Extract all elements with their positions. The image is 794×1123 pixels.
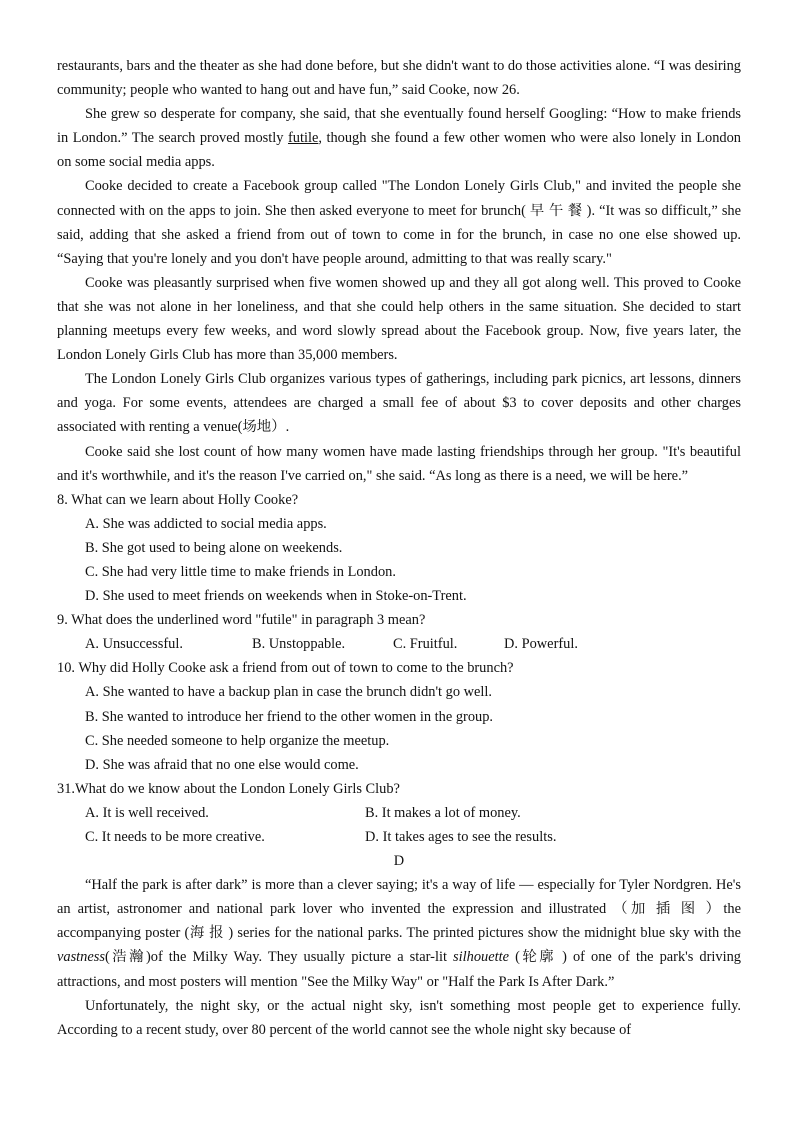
- question-stem: 9. What does the underlined word "futile" in paragraph 3 mean?: [57, 612, 426, 629]
- passage-c-paragraph: Cooke was pleasantly surprised when five women showed up and they all got along well. This proved to Cooke that she was not alone in her loneliness, and that she could help others in the same situation. She decided to start planning meetups every few weeks, and word slowly spread about the Facebook group. Now, five years later, the London Lonely Girls Club has more than 35,000 members.: [57, 274, 741, 364]
- question-stem: 8. What can we learn about Holly Cooke?: [57, 491, 299, 508]
- answer-option: A. Unsuccessful.: [85, 636, 183, 653]
- options-row: [85, 825, 741, 849]
- text-run: (浩瀚)of the Milky Way. They usually picture a star-lit: [104, 949, 454, 966]
- text-run: She grew so desperate for company, she said, that she eventually found herself Googling: “How to make friends in London.” The search proved mostly: [57, 106, 741, 147]
- passage-c-paragraph: Cooke decided to create a Facebook group called "The London Lonely Girls Club," and invited the people she connected with on the apps to join. She then asked everyone to meet for brunch( 早 午 餐 ). “It was so difficult,” she said, adding that she asked a friend from out of town to come in for the brunch, in case no one else showed up. “Saying that you're lonely and you don't have people around, admitting to that was really scary.": [57, 178, 741, 267]
- options-row: [85, 632, 741, 656]
- italic-word: vastness: [57, 949, 105, 966]
- answer-option: B. She got used to being alone on weekends.: [85, 539, 343, 556]
- answer-option: B. It makes a lot of money.: [365, 804, 521, 821]
- text-run: , though she found a few other women who were also lonely in London on some social media apps.: [57, 130, 741, 171]
- question-stem: 31.What do we know about the London Lonely Girls Club?: [57, 780, 400, 797]
- answer-option: D. Powerful.: [504, 636, 578, 653]
- passage-c-paragraph: restaurants, bars and the theater as she had done before, but she didn't want to do those activities alone. “I was desiring community; people who wanted to hang out and have fun,” said Cooke, now 26.: [57, 58, 741, 99]
- answer-option: C. Fruitful.: [393, 636, 458, 653]
- answer-option: A. It is well received.: [85, 804, 209, 821]
- underlined-word: futile: [287, 130, 319, 147]
- answer-option: B. She wanted to introduce her friend to the other women in the group.: [85, 708, 494, 725]
- exam-page: [57, 54, 741, 1042]
- question-stem: 10. Why did Holly Cooke ask a friend from out of town to come to the brunch?: [57, 660, 514, 677]
- answer-option: A. She was addicted to social media apps.: [85, 515, 327, 532]
- text-run: “Half the park is after dark” is more than a clever saying; it's a way of life — especially for Tyler Nordgren. He's an artist, astronomer and national park lover who invented the expression and illustrated （加 插 图 ）the accompanying poster (海 报 ) series for the national parks. The printed pictures show the midnight blue sky with the: [57, 877, 741, 942]
- answer-option: A. She wanted to have a backup plan in case the brunch didn't go well.: [85, 684, 493, 701]
- answer-option: D. It takes ages to see the results.: [365, 829, 557, 845]
- passage-d-paragraph: [57, 873, 741, 993]
- passage-c-paragraph: [57, 102, 741, 174]
- answer-option: C. It needs to be more creative.: [85, 829, 265, 845]
- passage-c-paragraph: The London Lonely Girls Club organizes various types of gatherings, including park picnics, art lessons, dinners and yoga. For some events, attendees are charged a small fee of about $3 to cover deposits and other charges associated with renting a venue(场地）.: [57, 371, 741, 436]
- italic-word: silhouette: [453, 949, 509, 966]
- options-row: [85, 801, 741, 825]
- answer-option: D. She was afraid that no one else would come.: [85, 756, 359, 773]
- passage-c-paragraph: Cooke said she lost count of how many women have made lasting friendships through her group. "It's beautiful and it's worthwhile, and it's the reason I've carried on," she said. “As long as there is a need, we will be here.”: [57, 443, 741, 484]
- answer-option: B. Unstoppable.: [252, 636, 346, 653]
- passage-d-paragraph: Unfortunately, the night sky, or the actual night sky, isn't something most people get to experience fully. According to a recent study, over 80 percent of the world cannot see the whole night sky because of: [57, 997, 741, 1038]
- answer-option: D. She used to meet friends on weekends when in Stoke-on-Trent.: [85, 588, 467, 605]
- section-heading: D: [393, 853, 405, 870]
- answer-option: C. She needed someone to help organize the meetup.: [85, 732, 390, 749]
- text-run: (轮廓 ) of one of the park's driving attractions, and most posters will mention "See the Milky Way" or "Half the Park Is After Dark.”: [57, 949, 741, 990]
- answer-option: C. She had very little time to make friends in London.: [85, 563, 396, 580]
